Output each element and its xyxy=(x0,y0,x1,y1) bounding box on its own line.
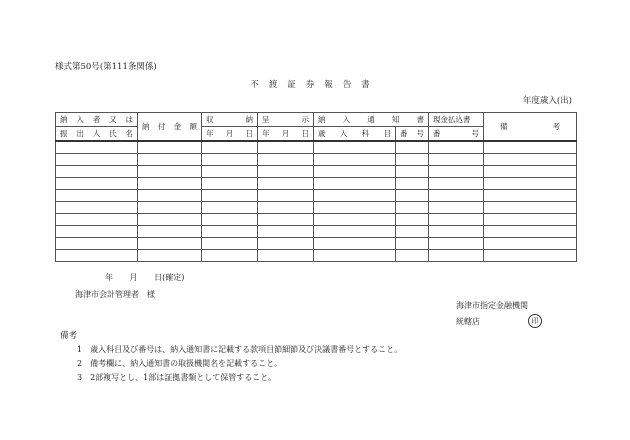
header-notice: 納 入 通 知 書 xyxy=(318,115,424,124)
table-cell[interactable] xyxy=(56,166,138,178)
table-cell[interactable] xyxy=(138,238,202,250)
table-cell[interactable] xyxy=(138,166,202,178)
table-cell[interactable] xyxy=(429,202,484,214)
table-row xyxy=(56,154,577,166)
table-cell[interactable] xyxy=(258,190,314,202)
table-cell[interactable] xyxy=(314,250,396,262)
table-cell[interactable] xyxy=(484,226,577,238)
table-cell[interactable] xyxy=(314,238,396,250)
table-cell[interactable] xyxy=(314,141,396,154)
note-3: 3 2部複写とし、1部は証拠書類として保管すること。 xyxy=(77,373,277,382)
table-cell[interactable] xyxy=(138,141,202,154)
table-row xyxy=(56,214,577,226)
table-cell[interactable] xyxy=(484,202,577,214)
table-cell[interactable] xyxy=(202,178,258,190)
table-cell[interactable] xyxy=(258,178,314,190)
table-row xyxy=(56,226,577,238)
table-cell[interactable] xyxy=(202,154,258,166)
table-cell[interactable] xyxy=(138,178,202,190)
header-receipt: 収 納 xyxy=(206,115,253,124)
table-cell[interactable] xyxy=(56,238,138,250)
table-cell[interactable] xyxy=(314,154,396,166)
note-2: 2 備考欄に、納入通知書の取扱機関名を記載すること。 xyxy=(77,359,283,368)
table-cell[interactable] xyxy=(484,238,577,250)
table-cell[interactable] xyxy=(429,238,484,250)
header-cash-number: 番 号 xyxy=(433,129,479,138)
table-cell[interactable] xyxy=(396,166,429,178)
fiscal-year-label: 年度歳入(出) xyxy=(522,96,572,106)
table-cell[interactable] xyxy=(484,141,577,154)
table-cell[interactable] xyxy=(484,178,577,190)
table-cell[interactable] xyxy=(396,141,429,154)
table-cell[interactable] xyxy=(429,250,484,262)
table-cell[interactable] xyxy=(429,166,484,178)
seal-mark: 印 xyxy=(528,314,542,328)
table-cell[interactable] xyxy=(202,202,258,214)
table-cell[interactable] xyxy=(396,250,429,262)
bank-name: 海津市指定金融機関 xyxy=(456,301,528,310)
table-cell[interactable] xyxy=(138,226,202,238)
table-cell[interactable] xyxy=(484,214,577,226)
table-cell[interactable] xyxy=(396,190,429,202)
header-receipt-date: 年 月 日 xyxy=(206,129,253,138)
branch-row xyxy=(456,316,542,327)
header-row-1 xyxy=(56,113,577,127)
table-cell[interactable] xyxy=(202,238,258,250)
header-remarks: 備 考 xyxy=(500,122,560,131)
table-cell[interactable] xyxy=(56,202,138,214)
table-row xyxy=(56,178,577,190)
table-cell[interactable] xyxy=(484,166,577,178)
table-cell[interactable] xyxy=(258,141,314,154)
addressee: 海津市会計管理者 様 xyxy=(75,290,155,299)
branch-name: 統轄店 xyxy=(456,317,480,326)
header-present: 呈 示 xyxy=(262,115,309,124)
table-cell[interactable] xyxy=(429,190,484,202)
table-cell[interactable] xyxy=(138,250,202,262)
table-cell[interactable] xyxy=(202,190,258,202)
table-cell[interactable] xyxy=(396,226,429,238)
table-cell[interactable] xyxy=(138,190,202,202)
table-cell[interactable] xyxy=(258,226,314,238)
table-row xyxy=(56,238,577,250)
header-cash-payment: 現金払込書 xyxy=(433,115,471,124)
table-cell[interactable] xyxy=(258,250,314,262)
table-cell[interactable] xyxy=(56,154,138,166)
table-cell[interactable] xyxy=(314,202,396,214)
table-cell[interactable] xyxy=(484,154,577,166)
table-cell[interactable] xyxy=(202,141,258,154)
table-cell[interactable] xyxy=(258,154,314,166)
table-row xyxy=(56,166,577,178)
report-table xyxy=(55,112,577,262)
table-cell[interactable] xyxy=(429,214,484,226)
table-row xyxy=(56,190,577,202)
table-cell[interactable] xyxy=(258,238,314,250)
table-cell[interactable] xyxy=(429,178,484,190)
table-cell[interactable] xyxy=(138,202,202,214)
table-cell[interactable] xyxy=(258,202,314,214)
table-cell[interactable] xyxy=(429,141,484,154)
table-row xyxy=(56,250,577,262)
table-cell[interactable] xyxy=(258,166,314,178)
note-1: 1 歳入科目及び番号は、納入通知書に記載する款項目節細節及び決議書番号とすること。 xyxy=(77,345,403,354)
table-cell[interactable] xyxy=(314,178,396,190)
table-cell[interactable] xyxy=(56,141,138,154)
table-cell[interactable] xyxy=(314,166,396,178)
remarks-title: 備考 xyxy=(60,331,78,341)
table-cell[interactable] xyxy=(314,190,396,202)
table-cell[interactable] xyxy=(56,226,138,238)
table-cell[interactable] xyxy=(56,214,138,226)
table-cell[interactable] xyxy=(56,250,138,262)
header-item: 歳 入 科 目 xyxy=(318,129,391,138)
form-number: 様式第50号(第111条関係) xyxy=(55,62,157,72)
table-cell[interactable] xyxy=(56,190,138,202)
table-row xyxy=(56,202,577,214)
table-cell[interactable] xyxy=(396,202,429,214)
header-payer-1: 納 入 者 又 は xyxy=(60,115,133,124)
header-amount: 納 付 金 額 xyxy=(142,122,197,131)
table-cell[interactable] xyxy=(138,154,202,166)
confirm-date: 年 月 日(確定) xyxy=(105,273,185,282)
table-cell[interactable] xyxy=(396,214,429,226)
table-cell[interactable] xyxy=(484,190,577,202)
table-cell[interactable] xyxy=(314,214,396,226)
table-cell[interactable] xyxy=(258,214,314,226)
header-present-date: 年 月 日 xyxy=(262,129,309,138)
table-cell[interactable] xyxy=(484,250,577,262)
table-cell[interactable] xyxy=(396,178,429,190)
header-number: 番 号 xyxy=(400,129,424,138)
table-cell[interactable] xyxy=(202,166,258,178)
table-cell[interactable] xyxy=(56,178,138,190)
table-cell[interactable] xyxy=(202,214,258,226)
table-cell[interactable] xyxy=(396,238,429,250)
table-cell[interactable] xyxy=(138,214,202,226)
table-cell[interactable] xyxy=(202,250,258,262)
table-body xyxy=(56,141,577,262)
page-title: 不渡証券報告書 xyxy=(250,80,380,90)
table-cell[interactable] xyxy=(202,226,258,238)
table-cell[interactable] xyxy=(314,226,396,238)
table-cell[interactable] xyxy=(396,154,429,166)
table-row xyxy=(56,141,577,154)
table-cell[interactable] xyxy=(429,154,484,166)
header-payer-2: 振 出 人 氏 名 xyxy=(60,129,133,138)
table-cell[interactable] xyxy=(429,226,484,238)
